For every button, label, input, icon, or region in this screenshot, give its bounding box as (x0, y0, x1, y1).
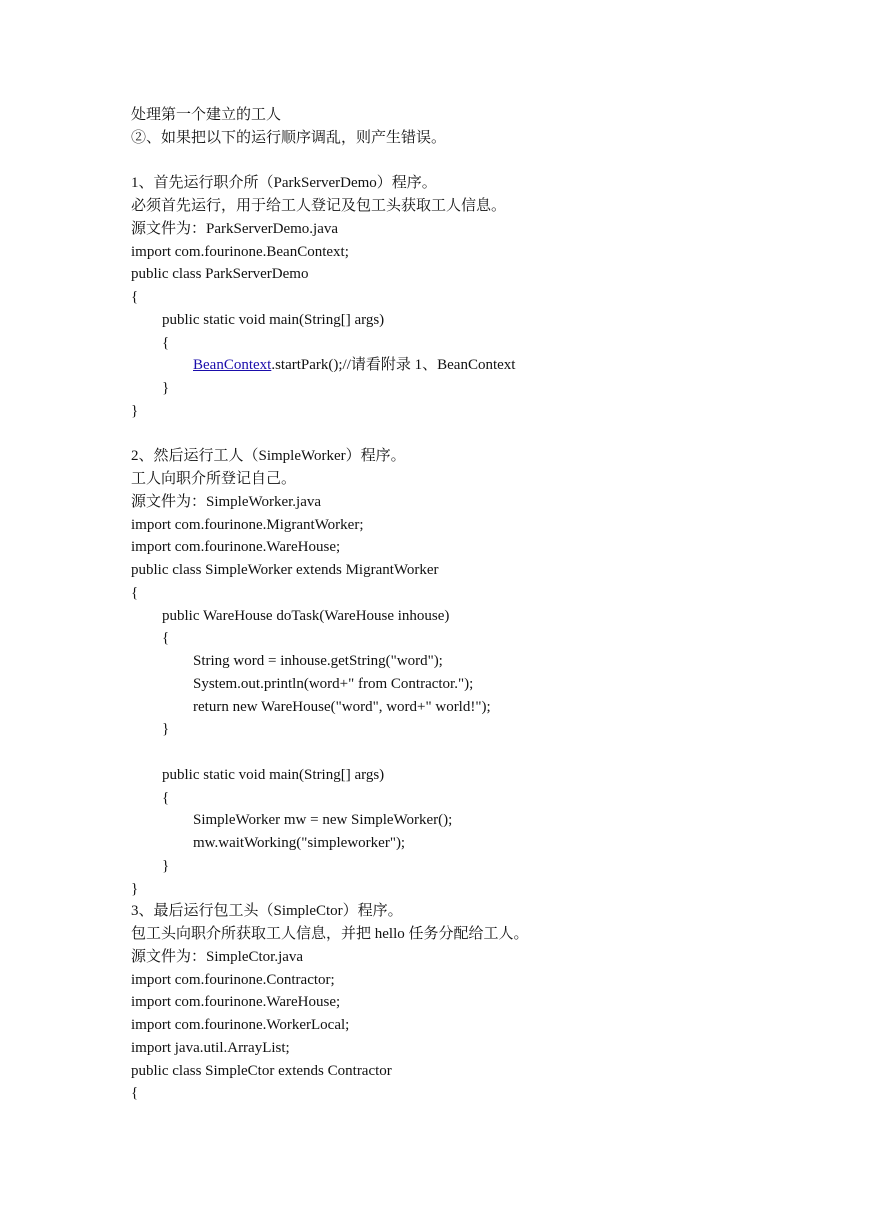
code-line: String word = inhouse.getString("word"); (193, 653, 443, 669)
code-line: import com.fourinone.BeanContext; (131, 243, 349, 260)
intro-line-1: 处理第一个建立的工人 (131, 107, 282, 123)
code-line: } (162, 857, 170, 874)
code-line: { (131, 1085, 139, 1102)
code-line: import com.fourinone.WorkerLocal; (131, 1017, 350, 1033)
code-line: import com.fourinone.MigrantWorker; (131, 516, 364, 533)
code-line: import com.fourinone.Contractor; (131, 971, 335, 988)
beancontext-link[interactable]: BeanContext (193, 357, 272, 374)
code-line: public class ParkServerDemo (131, 266, 309, 283)
code-call-text: .startPark();//请看附录 1、BeanContext (271, 357, 516, 374)
code-line: } (162, 721, 170, 738)
code-line: public static void main(String[] args) (162, 311, 385, 328)
code-line: public WareHouse doTask(WareHouse inhouse) (162, 607, 450, 624)
code-line: { (162, 334, 170, 351)
code-line: import java.util.ArrayList; (131, 1039, 290, 1056)
code-line: public class SimpleCtor extends Contractor (131, 1062, 392, 1079)
section1-source-file: 源文件为：ParkServerDemo.java (131, 220, 339, 237)
code-line: SimpleWorker mw = new SimpleWorker(); (193, 812, 453, 829)
section2-source-file: 源文件为：SimpleWorker.java (131, 493, 322, 510)
code-line: public static void main(String[] args) (162, 766, 385, 783)
code-line: } (131, 880, 139, 897)
section2-description: 工人向职介所登记自己。 (131, 471, 297, 487)
section2-heading: 2、然后运行工人（SimpleWorker）程序。 (131, 448, 406, 465)
blank-line (131, 741, 831, 764)
section1-description: 必须首先运行，用于给工人登记及包工头获取工人信息。 (131, 198, 507, 214)
code-line: { (162, 789, 170, 806)
section1-heading: 1、首先运行职介所（ParkServerDemo）程序。 (131, 175, 437, 192)
code-line-startpark (131, 354, 831, 377)
code-line: import com.fourinone.WareHouse; (131, 539, 341, 556)
blank-line (131, 423, 831, 446)
code-line: System.out.println(word+" from Contractor."); (193, 675, 474, 692)
code-line: } (131, 402, 139, 419)
section3-description: 包工头向职介所获取工人信息，并把 hello 任务分配给工人。 (131, 926, 529, 942)
code-line: { (131, 584, 139, 601)
code-line: public class SimpleWorker extends MigrantWorker (131, 562, 439, 578)
intro-line-2: ②、如果把以下的运行顺序调乱，则产生错误。 (131, 129, 447, 146)
section3-heading: 3、最后运行包工头（SimpleCtor）程序。 (131, 903, 403, 920)
document-body (131, 104, 831, 1105)
code-line: { (162, 630, 170, 647)
code-line: import com.fourinone.WareHouse; (131, 994, 341, 1011)
section3-source-file: 源文件为：SimpleCtor.java (131, 948, 304, 965)
blank-line (131, 150, 831, 173)
code-line: return new WareHouse("word", word+" world!"); (193, 698, 491, 715)
code-line: { (131, 289, 139, 305)
code-line: mw.waitWorking("simpleworker"); (193, 835, 406, 851)
code-line: } (162, 380, 170, 396)
